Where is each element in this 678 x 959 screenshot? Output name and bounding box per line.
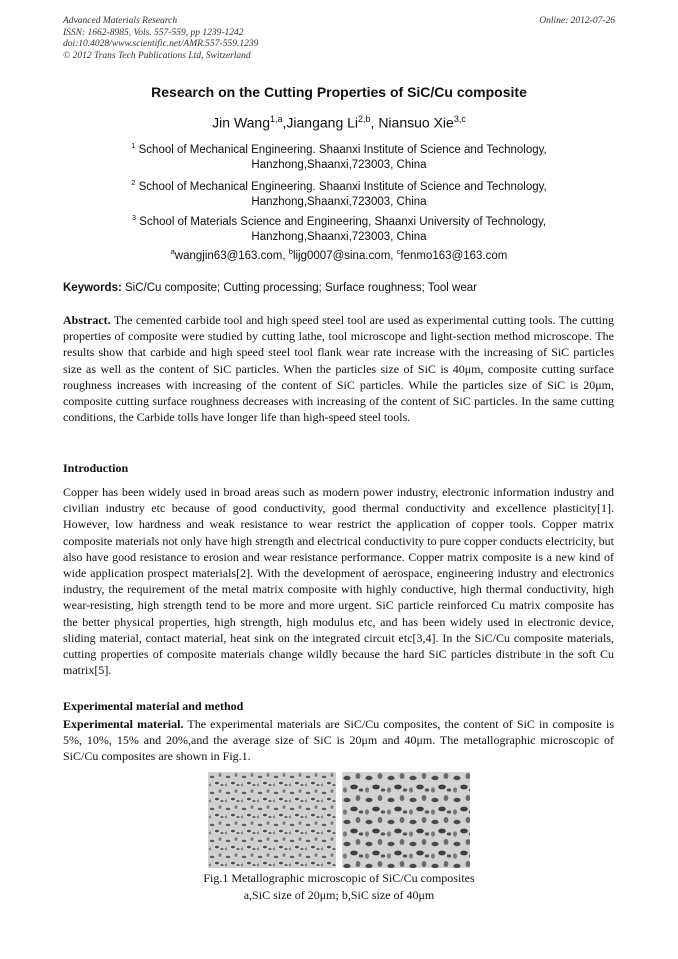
journal-name: Advanced Materials Research [63, 16, 178, 26]
affiliation-2 [90, 175, 588, 210]
method-paragraph [63, 716, 614, 765]
doi-line: doi:10.4028/www.scientific.net/AMR.557-559.1239 [63, 39, 259, 49]
affiliation-line: School of Mechanical Engineering. Shaanxi Institute of Science and Technology, [135, 143, 547, 156]
abstract-label: Abstract. [63, 313, 111, 327]
method-text: The experimental materials are SiC/Cu composites, the content of SiC in composite is 5%, 10%, 15% and 20%,and the average size of SiC is 20μm and 40μm. The metallographic microscopic of SiC/Cu composites are shown in Fig.1. [63, 717, 614, 764]
affiliation-line: Hanzhong,Shaanxi,723003, China [251, 158, 427, 171]
affiliation-sup: 3 [131, 213, 137, 222]
email-sup: c [396, 247, 401, 256]
email-link[interactable]: fenmo163@163.com [400, 249, 508, 262]
author-name: ,Jiangang Li [282, 114, 359, 131]
paper-title: Research on the Cutting Properties of SiC/Cu composite [151, 84, 527, 100]
journal-header [63, 16, 615, 62]
online-date: Online: 2012-07-26 [539, 16, 615, 26]
email-link[interactable]: wangjin63@163.com, [174, 249, 289, 262]
author-sup: 1,a [270, 114, 283, 124]
figure-caption: Fig.1 Metallographic microscopic of SiC/Cu composites [203, 871, 475, 885]
introduction-text: Copper has been widely used in broad areas such as modern power industry, electronic information industry and civilian industry etc because of good conductivity, good thermal conductivity and excellence plasticity[1]. However, low hardness and weak resistance to wear restrict the application of copper tools. Copper matrix composite materials not only have high strength and electrical conductivity to pure copper conducts electricity, but also have good resistance to erosion and wear resistance performance. Copper matrix composite is a new kind of wide application prospect materials[2]. With the development of aerospace, engineering industry and electronics industry, the requirement of the metal matrix composite with highly conductive, high thermal conductivity, high wear-resisting, high strength tend to be more and more urgent. SiC particle reinforced Cu matrix composite has the better physical properties, high strength, high modulus etc, and has been widely used in electronic device, sliding material, contact material, heat sink on the integrated circuit etc[3,4]. In the SiC/Cu composite materials, cutting properties of composite materials change wildly because the hard SiC particles distribute in the soft Cu matrix[5]. [63, 485, 614, 678]
affiliation-1 [90, 138, 588, 173]
figure-subcaption: a,SiC size of 20μm; b,SiC size of 40μm [243, 888, 435, 902]
email-sup: b [288, 247, 293, 256]
copyright-line: © 2012 Trans Tech Publications Ltd, Switzerland [63, 50, 251, 61]
author-emails [0, 247, 678, 262]
email-link[interactable]: lijg0007@sina.com, [292, 249, 397, 262]
method-sublabel: Experimental material. [63, 717, 184, 731]
keywords-label: Keywords: [63, 282, 122, 294]
affiliation-line: School of Mechanical Engineering. Shaanxi Institute of Science and Technology, [135, 180, 547, 193]
email-sup: a [170, 247, 175, 256]
affiliation-line: Hanzhong,Shaanxi,723003, China [251, 230, 427, 243]
introduction-heading: Introduction [63, 461, 129, 475]
micrograph-b [342, 772, 470, 868]
affiliation-sup: 1 [131, 141, 136, 150]
author-name: Jin Wang [212, 114, 270, 131]
keywords-text: SiC/Cu composite; Cutting processing; Surface roughness; Tool wear [121, 282, 477, 294]
affiliation-sup: 2 [131, 178, 136, 187]
micrograph-a [208, 772, 336, 868]
issn-line: ISSN: 1662-8985, Vols. 557-559, pp 1239-1242 [63, 27, 244, 38]
keywords [63, 282, 623, 294]
affiliation-3 [90, 210, 588, 245]
author-list [0, 114, 678, 131]
affiliation-line: School of Materials Science and Engineering, Shaanxi University of Technology, [136, 215, 547, 228]
abstract-text: The cemented carbide tool and high speed steel tool are used as experimental cutting tools. The cutting properties of composite were studied by cutting lathe, tool microscope and light-section method microscope. The results show that carbide and high speed steel tool flank wear rate increase with the increasing of SiC particles size as well as the content of SiC particles. When the particles size of SiC is 40μm, composite cutting surface roughness increases with increasing of the content of SiC particles. While the particles size of SiC is 20μm, composite cutting surface roughness decreases with increasing of the content of SiC particles. In the same cutting conditions, the Carbide tolls have longer life than high-speed steel tools. [63, 313, 614, 425]
abstract [63, 312, 614, 425]
author-sup: 3,c [453, 114, 466, 124]
figure-1 [208, 772, 470, 868]
method-heading: Experimental material and method [63, 699, 244, 713]
author-sup: 2,b [358, 114, 371, 124]
author-name: , Niansuo Xie [370, 114, 454, 131]
affiliation-line: Hanzhong,Shaanxi,723003, China [251, 195, 427, 208]
